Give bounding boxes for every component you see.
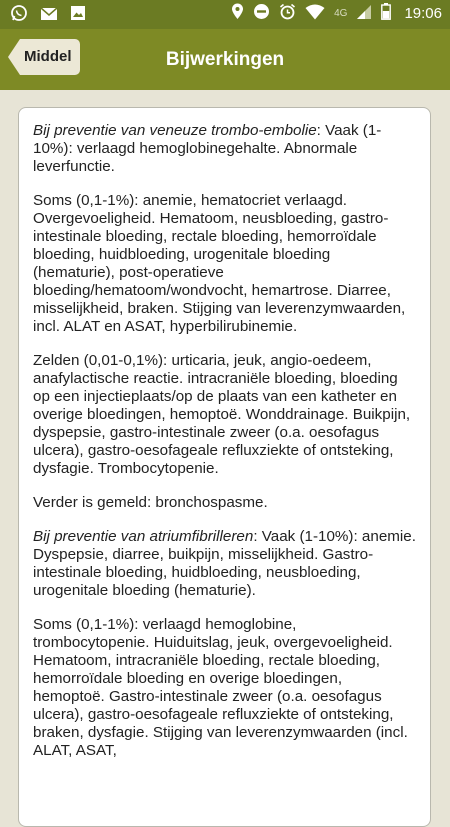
paragraph-af-text: : Vaak (1-10%): anemie. Dyspepsie, diarree, buikpijn, misselijkheid. Gastro-intestinale bloeding, huidbloeding, neusbloeding, urogenitale bloeding (hematurie). <box>33 528 416 599</box>
notification-icons <box>10 4 86 26</box>
signal-icon <box>356 4 372 24</box>
alarm-icon <box>279 3 296 24</box>
do-not-disturb-icon <box>253 3 270 24</box>
battery-icon <box>381 3 391 24</box>
paragraph-vte-soms: Soms (0,1-1%): anemie, hematocriet verlaagd. Overgevoeligheid. Hematoom, neusbloeding, gastro-intestinale bloeding, rectale bloeding, hemorroïdale bloeding, huidbloeding, urogenitale bloeding (hematurie), post-operatieve bloeding/hematoom/wondvocht, hemartrose. Diarree, misselijkheid, braken. Stijging van leverenzymwaarden, incl. ALAT en ASAT, hyperbilirubinemie. <box>33 192 406 335</box>
paragraph-af-soms: Soms (0,1-1%): verlaagd hemoglobine, trombocytopenie. Huiduitslag, jeuk, overgevoeligheid. Hematoom, intracraniële bloeding, rectale bloeding, hemorroïdale bloeding en overige bloedingen, hemoptoë. Gastro-intestinale zweer (o.a. oesofagus ulcera), gastro-oesofageale refluxziekte of ontsteking, braken, dysfagie. Stijging van leverenzymwaarden (incl. ALAT, ASAT, <box>33 616 408 759</box>
app-bar <box>0 29 450 90</box>
network-label: 4G <box>334 8 348 19</box>
mail-icon <box>40 6 58 25</box>
paragraph-vte-heading: Bij preventie van veneuze trombo-embolie <box>33 122 317 139</box>
back-button-label: Middel <box>20 39 80 75</box>
paragraph-af <box>33 528 416 600</box>
content-card <box>18 107 431 827</box>
paragraph-vte-text: : Vaak (1-10%): verlaagd hemoglobinegehalte. Abnormale leverfunctie. <box>33 122 382 175</box>
whatsapp-icon <box>10 4 28 26</box>
paragraph-verder: Verder is gemeld: bronchospasme. <box>33 494 268 511</box>
paragraph-af-heading: Bij preventie van atriumfibrilleren <box>33 528 254 545</box>
paragraph-vte <box>33 122 416 176</box>
wifi-icon <box>305 4 325 24</box>
side-effects-text <box>19 108 430 760</box>
system-icons <box>231 3 442 24</box>
page-title: Bijwerkingen <box>165 49 285 70</box>
back-arrow-icon <box>8 39 20 75</box>
image-icon <box>70 5 86 25</box>
clock: 19:06 <box>404 5 442 22</box>
paragraph-vte-zelden: Zelden (0,01-0,1%): urticaria, jeuk, angio-oedeem, anafylactische reactie. intracraniële bloeding, bloeding op een injectieplaats/op de plaats van een katheter en overige bloedingen, hemoptoë. Wonddrainage. Buikpijn, dyspepsie, gastro-intestinale zweer (o.a. oesofagus ulcera), gastro-oesofageale refluxziekte of ontsteking, dysfagie. Trombocytopenie. <box>33 352 411 477</box>
status-bar <box>0 0 450 29</box>
back-button[interactable] <box>8 39 80 75</box>
location-icon <box>231 3 244 24</box>
